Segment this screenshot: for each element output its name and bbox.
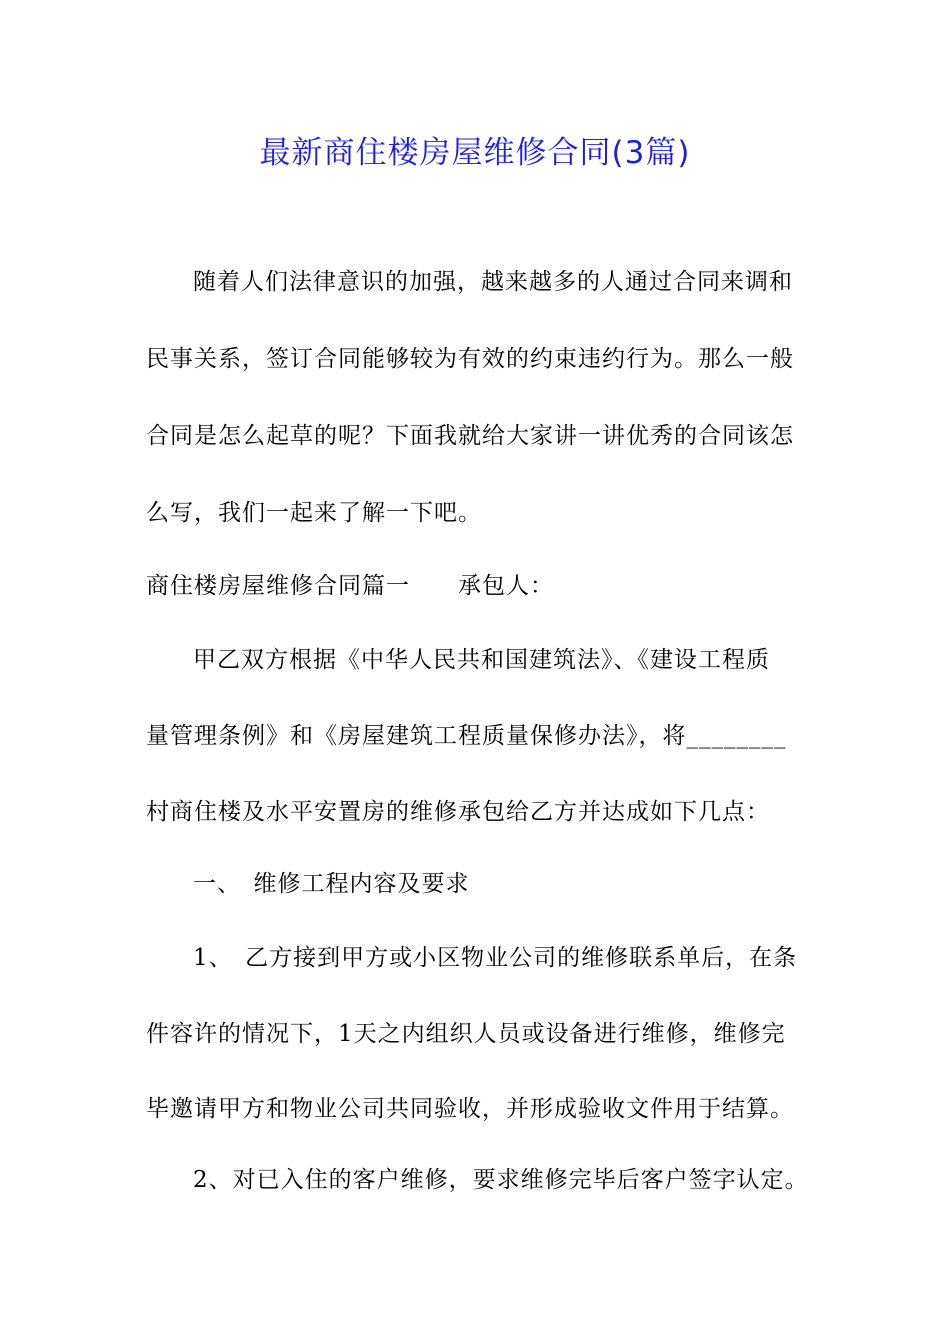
paragraph-line: 毕邀请甲方和物业公司共同验收，并形成验收文件用于结算。 xyxy=(146,1096,794,1122)
paragraph-line: 合同是怎么起草的呢？下面我就给大家讲一讲优秀的合同该怎 xyxy=(146,423,794,449)
paragraph-line: 么写，我们一起来了解一下吧。 xyxy=(146,500,482,526)
clause-heading-line: 一、 维修工程内容及要求 xyxy=(193,871,470,897)
section-heading-line: 商住楼房屋维修合同篇一 承包人： xyxy=(146,573,554,599)
paragraph-line: 1、 乙方接到甲方或小区物业公司的维修联系单后，在条 xyxy=(193,945,798,971)
document-title: 最新商住楼房屋维修合同(3篇) xyxy=(259,135,691,171)
paragraph-line: 民事关系，签订合同能够较为有效的约束违约行为。那么一般 xyxy=(146,346,794,372)
paragraph-line: 村商住楼及水平安置房的维修承包给乙方并达成如下几点： xyxy=(146,799,770,825)
paragraph-line: 随着人们法律意识的加强，越来越多的人通过合同来调和 xyxy=(193,269,793,295)
paragraph-line: 甲乙双方根据《中华人民共和国建筑法》、《建设工程质 xyxy=(193,647,770,673)
paragraph-line: 件容许的情况下，1天之内组织人员或设备进行维修，维修完 xyxy=(146,1021,786,1047)
paragraph-line: 量管理条例》和《房屋建筑工程质量保修办法》，将________ xyxy=(146,723,787,749)
paragraph-line: 2、对已入住的客户维修，要求维修完毕后客户签字认定。 xyxy=(193,1167,809,1193)
